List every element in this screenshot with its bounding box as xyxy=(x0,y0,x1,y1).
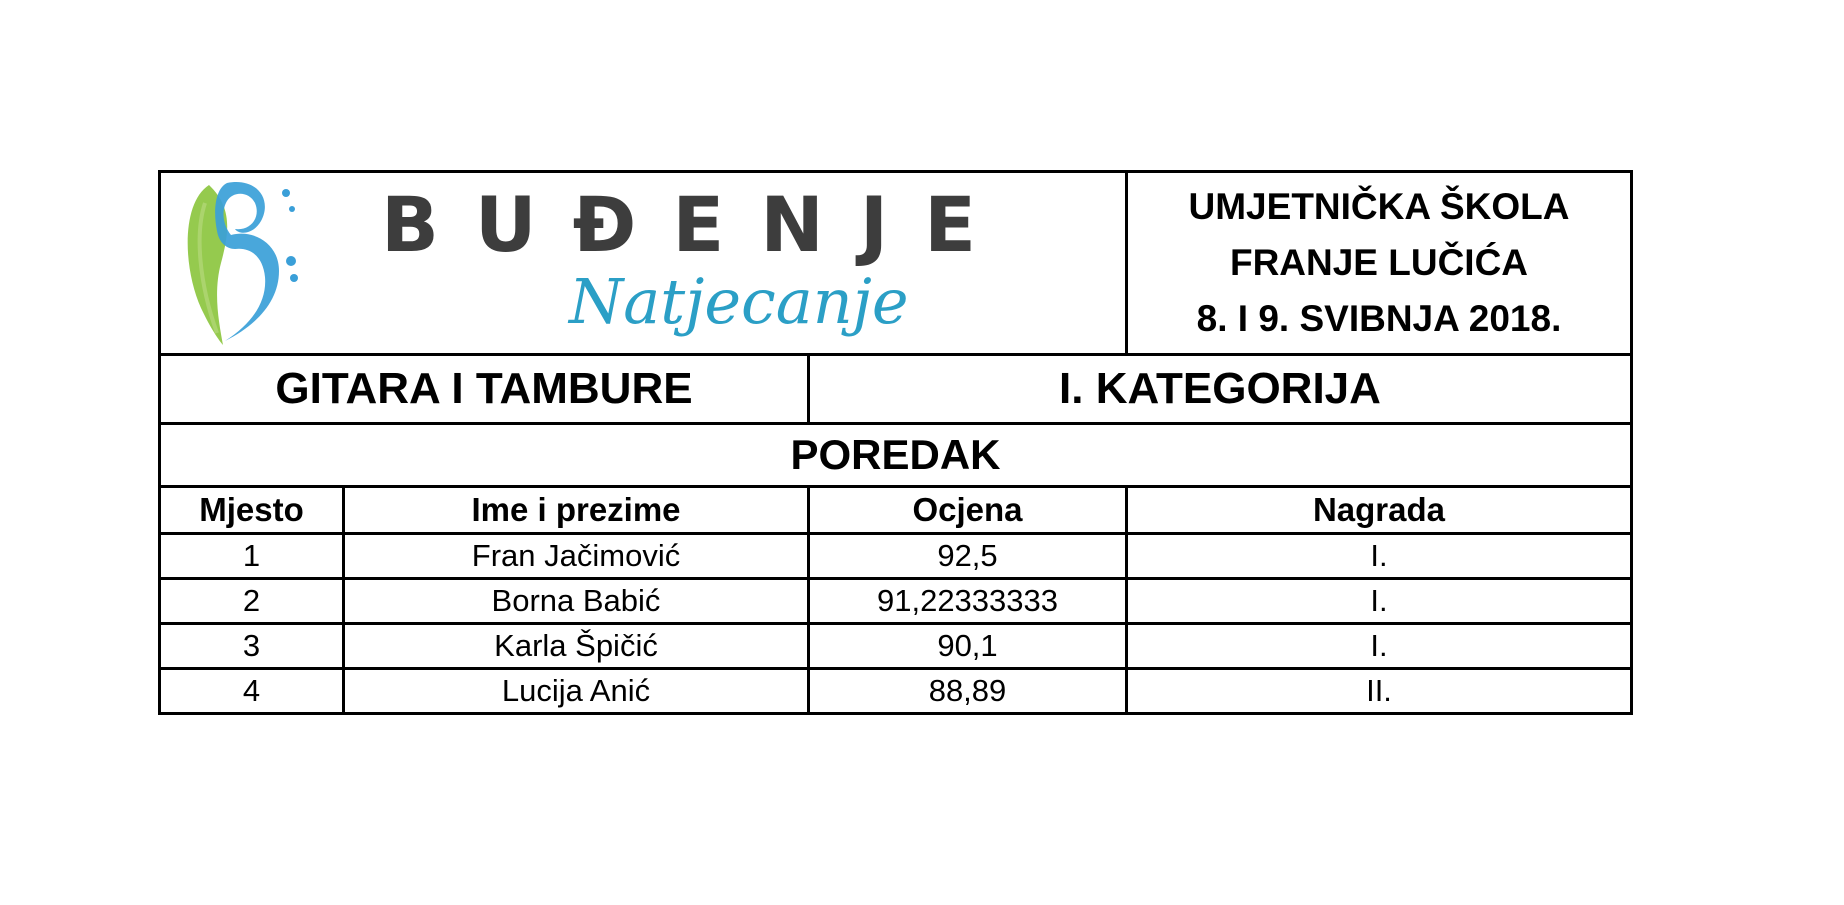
school-name-line1: UMJETNIČKA ŠKOLA xyxy=(1188,186,1570,227)
results-sheet xyxy=(158,170,1630,715)
cell-name: Fran Jačimović xyxy=(344,534,809,579)
cell-award: I. xyxy=(1127,624,1632,669)
results-table xyxy=(158,170,1633,715)
event-dates: 8. I 9. SVIBNJA 2018. xyxy=(1196,298,1562,339)
header-banner-row xyxy=(160,172,1632,355)
column-header-place: Mjesto xyxy=(160,487,344,534)
category-row xyxy=(160,355,1632,424)
cell-place: 2 xyxy=(160,579,344,624)
section-title-row xyxy=(160,424,1632,487)
column-header-score: Ocjena xyxy=(809,487,1127,534)
cell-award: I. xyxy=(1127,534,1632,579)
category-title: I. KATEGORIJA xyxy=(809,355,1632,424)
table-row xyxy=(160,669,1632,714)
table-header-row xyxy=(160,487,1632,534)
logo-subtitle: Natjecanje xyxy=(569,265,909,338)
cell-award: II. xyxy=(1127,669,1632,714)
cell-name: Borna Babić xyxy=(344,579,809,624)
column-header-award: Nagrada xyxy=(1127,487,1632,534)
cell-score: 92,5 xyxy=(809,534,1127,579)
table-row xyxy=(160,579,1632,624)
cell-place: 3 xyxy=(160,624,344,669)
table-row xyxy=(160,534,1632,579)
section-title: POREDAK xyxy=(160,424,1632,487)
cell-place: 1 xyxy=(160,534,344,579)
discipline-title: GITARA I TAMBURE xyxy=(160,355,809,424)
cell-award: I. xyxy=(1127,579,1632,624)
table-row xyxy=(160,624,1632,669)
cell-score: 90,1 xyxy=(809,624,1127,669)
logo-wordmark: BUĐENJE xyxy=(381,180,1013,269)
budenje-logo-icon xyxy=(161,173,1127,353)
school-name-line2: FRANJE LUČIĆA xyxy=(1229,242,1529,283)
competition-logo xyxy=(160,172,1127,355)
cell-score: 88,89 xyxy=(809,669,1127,714)
column-header-name: Ime i prezime xyxy=(344,487,809,534)
blue-clef-icon xyxy=(215,182,279,341)
cell-name: Karla Špičić xyxy=(344,624,809,669)
cell-place: 4 xyxy=(160,669,344,714)
cell-score: 91,22333333 xyxy=(809,579,1127,624)
cell-name: Lucija Anić xyxy=(344,669,809,714)
school-info xyxy=(1127,172,1632,355)
